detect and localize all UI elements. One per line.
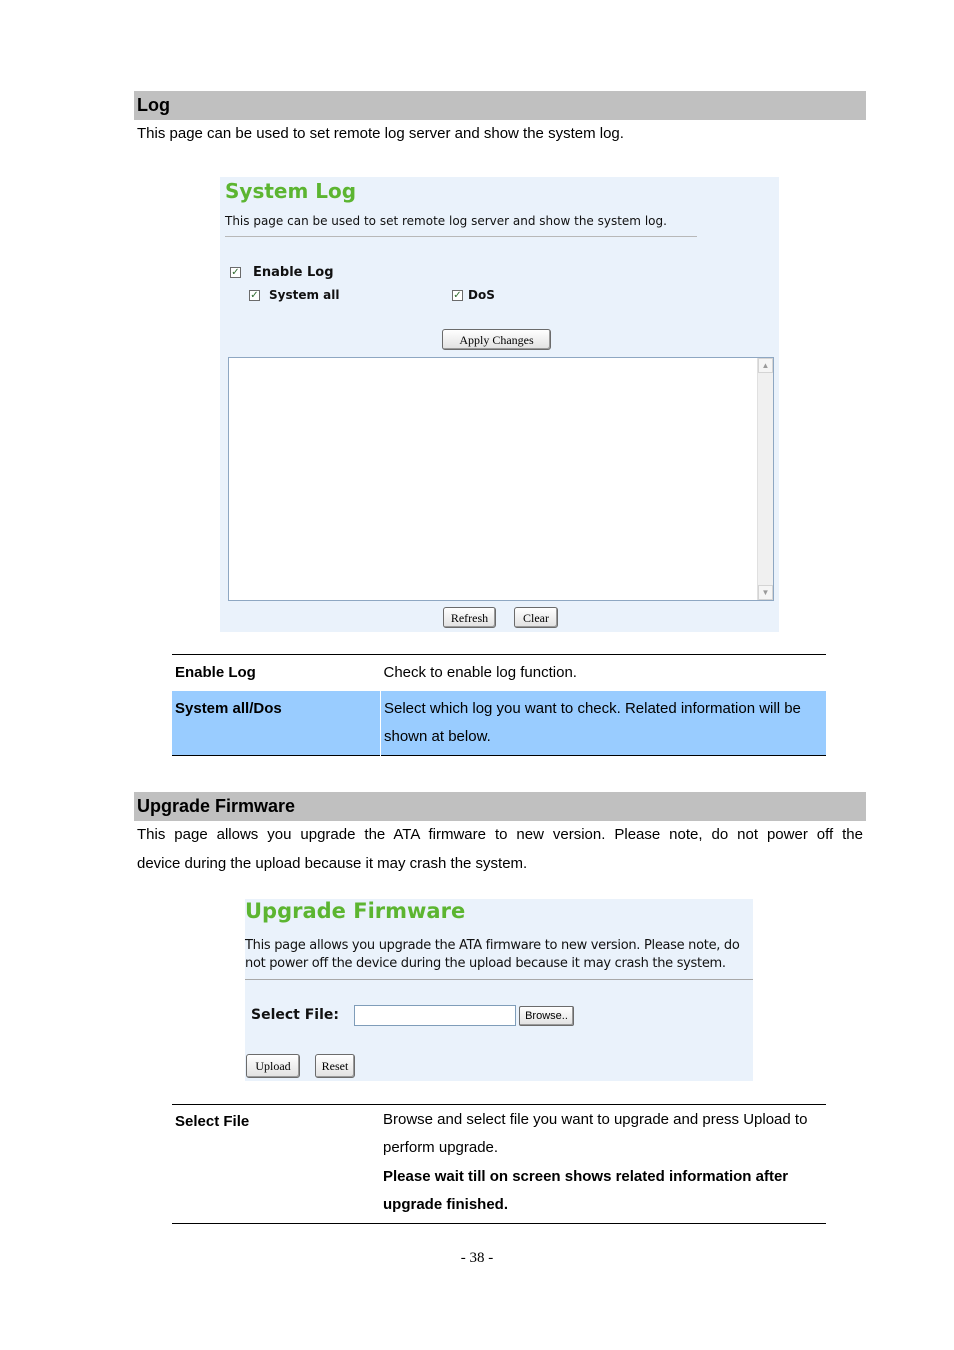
- system-log-description: This page can be used to set remote log server and show the system log.: [225, 214, 667, 228]
- clear-button[interactable]: Clear: [514, 607, 558, 628]
- page-number: - 38 -: [460, 1250, 494, 1266]
- upload-button[interactable]: Upload: [246, 1054, 300, 1078]
- table-key: Select File: [175, 1113, 250, 1130]
- system-all-checkbox[interactable]: ✓: [250, 290, 259, 301]
- scroll-up-icon[interactable]: ▲: [758, 358, 773, 373]
- log-textarea[interactable]: [228, 357, 774, 601]
- log-scrollbar[interactable]: [757, 358, 773, 600]
- dos-checkbox[interactable]: ✓: [453, 290, 462, 301]
- log-section-heading: Log: [134, 91, 866, 120]
- refresh-button[interactable]: Refresh: [443, 607, 496, 628]
- table-key: System all/Dos: [172, 691, 381, 756]
- table-key: Enable Log: [175, 664, 256, 681]
- desc-line: This page allows you upgrade the ATA firmware to new version. Please note, do: [245, 938, 740, 953]
- log-intro-text: This page can be used to set remote log server and show the system log.: [137, 125, 624, 142]
- log-description-table: [172, 654, 826, 756]
- table-value: Check to enable log function.: [383, 664, 577, 681]
- table-note: Please wait till on screen shows related information after upgrade finished.: [383, 1168, 789, 1213]
- table-value: Browse and select file you want to upgrade and press Upload to perform upgrade.: [383, 1111, 808, 1156]
- enable-log-label: Enable Log: [253, 265, 334, 280]
- title-divider: [245, 979, 753, 980]
- upgrade-firmware-description: [245, 937, 740, 973]
- upgrade-intro-line1: This page allows you upgrade the ATA firmware to new version. Please note, do not power off the: [137, 826, 863, 843]
- upgrade-section-heading: Upgrade Firmware: [134, 792, 866, 821]
- browse-button[interactable]: Browse..: [519, 1006, 574, 1026]
- table-row: [172, 1105, 826, 1224]
- select-file-label: Select File:: [251, 1007, 339, 1023]
- system-log-screenshot: [220, 177, 779, 632]
- reset-button[interactable]: Reset: [315, 1054, 355, 1078]
- table-row: [172, 655, 826, 692]
- upgrade-firmware-title: Upgrade Firmware: [245, 899, 466, 923]
- system-all-label: System all: [269, 288, 340, 302]
- upgrade-description-table: [172, 1104, 826, 1224]
- scroll-down-icon[interactable]: ▼: [758, 585, 773, 600]
- upgrade-firmware-screenshot: [245, 899, 753, 1081]
- table-value-cell: [380, 1105, 826, 1224]
- apply-changes-button[interactable]: Apply Changes: [442, 329, 551, 350]
- upgrade-intro-line2: device during the upload because it may crash the system.: [137, 855, 528, 872]
- file-path-input[interactable]: [354, 1005, 516, 1026]
- system-log-title: System Log: [225, 179, 357, 203]
- title-divider: [225, 236, 697, 237]
- enable-log-checkbox[interactable]: ✓: [231, 267, 240, 278]
- dos-label: DoS: [468, 288, 495, 302]
- table-value: Select which log you want to check. Related information will be shown at below.: [381, 691, 827, 756]
- desc-line: not power off the device during the upload because it may crash the system.: [245, 956, 726, 971]
- table-row: [172, 691, 826, 756]
